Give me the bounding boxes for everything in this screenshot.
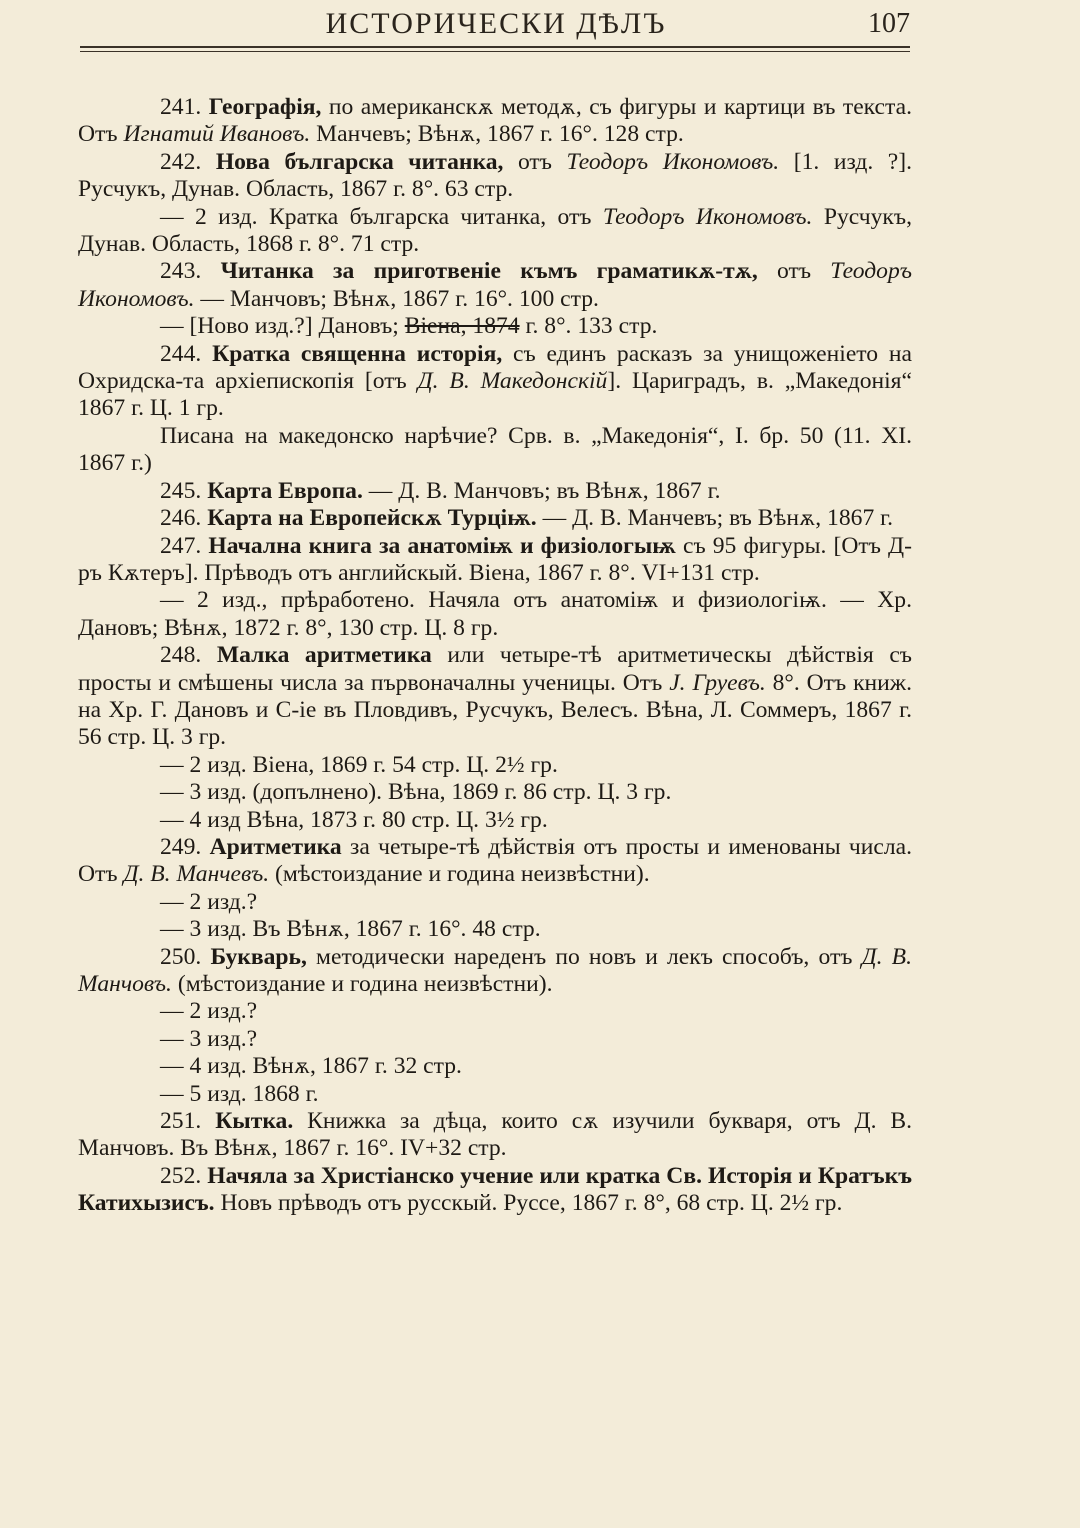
running-head: ИСТОРИЧЕСКИ ДѢЛЪ — [325, 7, 667, 40]
entry-number: — [Ново изд.?] — [160, 313, 313, 340]
bibliography-entry — [78, 258, 912, 313]
entry-number: 244. — [160, 340, 202, 367]
entry-number: 241. — [160, 94, 202, 120]
entry-title: Начална книга за анатоміѭ и физіологыѭ — [201, 532, 676, 559]
entry-number: — 4 изд — [160, 806, 241, 833]
entry-title: Карта Европа. — [201, 477, 363, 504]
entry-text: Дановъ; — [312, 313, 405, 340]
entry-title: Читанка за приготвеніе къмъ граматикѫ-тѫ, — [201, 258, 758, 285]
entry-title: Нова българска читанка, — [201, 148, 504, 175]
entry-text: прѣработено. Начяла отъ анатоміѭ и физиологіѭ. — Хр. Дановъ; Вѣнѫ, 1872 г. 8°, 130 стр. Ц. 8 гр. — [78, 587, 912, 641]
entry-number: 242. — [160, 148, 202, 175]
entry-title: Аритметика — [201, 833, 342, 860]
entry-title: Кратка священна исторія, — [201, 340, 503, 367]
entry-number: — 2 изд. — [160, 751, 247, 778]
entry-text: на македонско нарѣчие? Срв. в. „Македонія“, I. бр. 50 (11. XI. 1867 г.) — [78, 422, 912, 477]
entry-imprint: [1. изд. ?]. Русчукъ, Дунав. Область, 1867 г. 8°. 63 стр. — [78, 148, 912, 203]
header-rule-thin — [80, 51, 910, 52]
bibliography-list — [78, 94, 912, 1218]
bibliography-entry — [78, 204, 912, 259]
entry-number: 247. — [160, 532, 202, 559]
bibliography-entry — [78, 94, 912, 149]
entry-text: отъ — [503, 148, 567, 175]
bibliography-entry — [78, 341, 912, 423]
entry-text: или четыре-тѣ аритметическы дѣйствія съ просты и смѣшены числа за първоначалны ученицы. Отъ — [78, 642, 913, 696]
entry-text: за четыре-тѣ дѣйствія отъ просты и именованы числа. Отъ — [78, 833, 913, 888]
entry-text: съ 95 фигуры. [Отъ Д-ръ Кѫтеръ]. Прѣводъ отъ английскый. Віена, 1867 г. 8°. VI+131 стр. — [78, 532, 912, 586]
entry-author: Ј. Груевъ. — [669, 669, 766, 696]
entry-number: — 3 изд. — [160, 916, 247, 943]
entry-title: Карта на Европейскѫ Турціѭ. — [201, 505, 537, 532]
entry-title: Малка аритметика — [201, 642, 432, 669]
entry-title: Начяла за Христіанско учение или кратка Св. Исторія и Кратъкъ Катихызисъ. — [78, 1162, 912, 1217]
entry-text: по американскѫ методѫ, съ фигуры и картици въ текста. Отъ — [78, 94, 912, 148]
entry-number: 243. — [160, 258, 202, 285]
bibliography-entry — [78, 1108, 912, 1163]
entry-number: — 2 изд.? — [160, 888, 258, 915]
entry-imprint-end: г. 8°. 133 стр. — [519, 313, 658, 340]
page-header — [80, 4, 912, 44]
entry-text: Кратка българска читанка, отъ — [257, 203, 603, 230]
bibliography-entry — [78, 889, 912, 916]
entry-number: Писана — [160, 422, 234, 449]
entry-title: Букварь, — [201, 943, 307, 970]
entry-text: съ единъ расказъ за унищоженіето на Охридска-та архіепископія [отъ — [78, 340, 912, 395]
entry-number: — 2 изд. — [160, 203, 258, 230]
entry-imprint: — Манчовъ; Вѣнѫ, 1867 г. 16°. 100 стр. — [194, 285, 599, 312]
entry-text: Новъ прѣводъ отъ русскый. Руссе, 1867 г. 8°, 68 стр. Ц. 2½ гр. — [214, 1190, 843, 1217]
entry-number: 251. — [160, 1108, 202, 1135]
entry-text: Віена, 1869 г. 54 стр. Ц. 2½ гр. — [246, 751, 558, 778]
bibliography-entry — [78, 642, 912, 752]
bibliography-entry — [78, 807, 912, 834]
header-rule — [80, 46, 910, 48]
entry-number: 249. — [160, 833, 202, 860]
entry-imprint: Манчевъ; Вѣнѫ, 1867 г. 16°. 128 стр. — [310, 121, 684, 148]
entry-title: Географія, — [201, 94, 322, 120]
entry-text: — Д. В. Манчовъ; въ Вѣнѫ, 1867 г. — [362, 477, 721, 504]
bibliography-entry — [78, 533, 912, 588]
entry-text: Вѣна, 1873 г. 80 стр. Ц. 3½ гр. — [240, 806, 548, 833]
entry-imprint: ]. Цариградъ, в. „Македонія“ 1867 г. Ц. 1 гр. — [78, 368, 912, 422]
entry-number: 245. — [160, 477, 202, 504]
entry-number: 246. — [160, 505, 202, 532]
entry-author: Д. В. Македонскій — [417, 368, 608, 395]
entry-author: Д. В. Манчовъ. — [78, 943, 912, 997]
entry-text: методически нареденъ по новъ и лекъ способъ, отъ — [306, 943, 862, 970]
entry-number: — 2 изд.? — [160, 998, 258, 1025]
entry-text: (допълнено). Вѣна, 1869 г. 86 стр. Ц. 3 гр. — [246, 779, 672, 806]
entry-number: — 5 изд. — [160, 1080, 247, 1107]
entry-text: Въ Вѣнѫ, 1867 г. 16°. 48 стр. — [246, 916, 541, 943]
entry-number: 250. — [160, 943, 202, 970]
entry-number: 248. — [160, 642, 202, 669]
entry-imprint: (мѣстоиздание и година неизвѣстни). — [171, 971, 553, 997]
entry-number: 252. — [160, 1162, 202, 1189]
entry-author: Теодоръ Икономовъ. — [566, 148, 780, 175]
page-number: 107 — [868, 8, 910, 39]
entry-number: — 2 изд., — [160, 587, 268, 614]
entry-author: Д. В. Манчевъ. — [123, 861, 270, 888]
entry-number: — 3 изд. — [160, 779, 247, 806]
bibliography-entry — [78, 478, 912, 505]
bibliography-entry — [78, 587, 912, 642]
bibliography-entry — [78, 1081, 912, 1108]
entry-author: Игнатий Ивановъ. — [123, 121, 311, 148]
entry-text: Книжка за дѣца, които сѫ изучили букваря, отъ Д. В. Манчовъ. Въ Вѣнѫ, 1867 г. 16°. IV+32 стр. — [78, 1108, 913, 1162]
entry-imprint: 8°. Отъ книж. на Хр. Г. Дановъ и С-іе въ Пловдивъ, Русчукъ, Велесъ. Вѣна, Л. Соммеръ, 1867 г. 56 стр. Ц. 3 гр. — [78, 669, 912, 751]
entry-number: — 3 изд.? — [160, 1025, 258, 1052]
bibliography-entry — [78, 998, 912, 1025]
entry-text: — Д. В. Манчевъ; въ Вѣнѫ, 1867 г. — [536, 505, 894, 532]
entry-author: Теодоръ Икономовъ. — [78, 258, 912, 312]
bibliography-entry — [78, 505, 912, 532]
bibliography-entry — [78, 916, 912, 943]
bibliography-entry — [78, 1053, 912, 1080]
bibliography-entry — [78, 1026, 912, 1053]
bibliography-entry — [78, 423, 912, 478]
entry-number: — 4 изд. — [160, 1053, 247, 1080]
bibliography-entry — [78, 1163, 912, 1218]
entry-imprint: (мѣстоиздание и година неизвѣстни). — [269, 861, 650, 888]
entry-imprint: Русчукъ, Дунав. Область, 1868 г. 8°. 71 стр. — [78, 203, 912, 258]
entry-text: отъ — [757, 258, 831, 285]
entry-text: 1868 г. — [246, 1080, 319, 1107]
entry-struck-text: Віена, 1874 — [404, 313, 520, 340]
bibliography-entry — [78, 149, 912, 204]
bibliography-entry — [78, 944, 912, 999]
entry-title: Кытка. — [201, 1108, 294, 1135]
entry-text: Вѣнѫ, 1867 г. 32 стр. — [246, 1053, 462, 1080]
entry-author: Теодоръ Икономовъ. — [602, 203, 813, 230]
bibliography-entry — [78, 834, 912, 889]
bibliography-entry — [78, 752, 912, 779]
bibliography-entry — [78, 313, 912, 340]
bibliography-entry — [78, 779, 912, 806]
